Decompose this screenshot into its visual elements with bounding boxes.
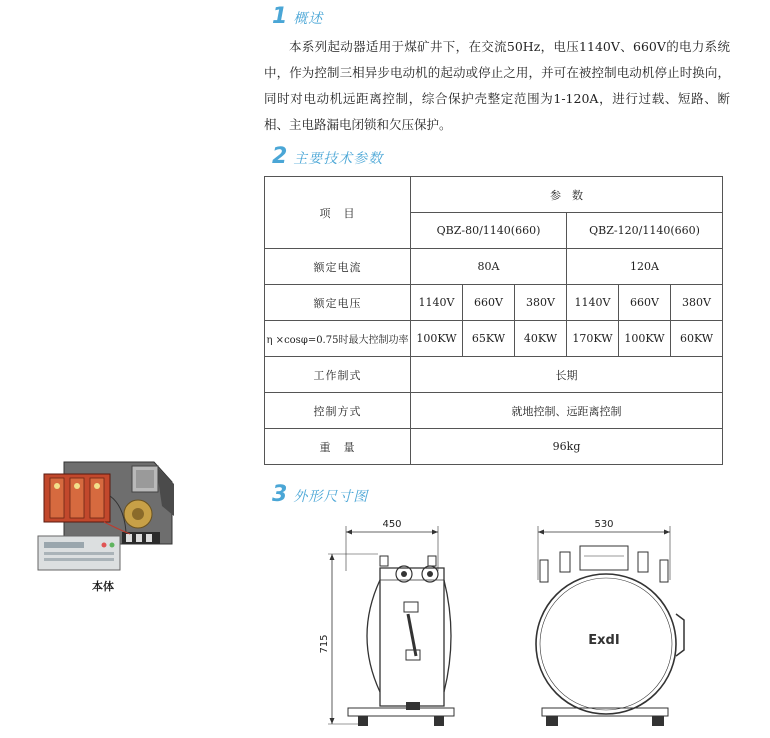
row-label: 额定电压	[265, 285, 411, 321]
table-cell: 65KW	[463, 321, 515, 357]
table-cell: 60KW	[671, 321, 723, 357]
section-number: 2	[272, 144, 288, 169]
row-label: 控制方式	[265, 393, 411, 429]
table-cell: 170KW	[567, 321, 619, 357]
param-header: 参 数	[411, 177, 723, 213]
row-label: η ×cosφ=0.75时最大控制功率	[265, 321, 411, 357]
table-row	[265, 357, 723, 393]
table-row	[265, 321, 723, 357]
row-label: 额定电流	[265, 249, 411, 285]
table-row	[265, 285, 723, 321]
overview-text: 本系列起动器适用于煤矿井下，在交流50Hz，电压1140V、660V的电力系统中，作为控制三相异步电动机的起动或停止之用，并可在被控制电动机停止时换向，同时对电动机远距离控制，综合保护壳整定范围为1-120A，进行过载、短路、断相、主电路漏电闭锁和欠压保护。	[264, 39, 730, 132]
section-1-heading	[272, 6, 323, 28]
table-cell: 380V	[515, 285, 567, 321]
row-label: 重 量	[265, 429, 411, 465]
section-number: 3	[272, 482, 288, 507]
nameplate-text: ExdI	[588, 633, 620, 648]
row-label: 工作制式	[265, 357, 411, 393]
table-row	[265, 177, 723, 213]
section-title: 概述	[293, 11, 324, 27]
section-number: 1	[272, 4, 288, 29]
section-title: 主要技术参数	[293, 151, 384, 167]
section-3-heading	[272, 484, 368, 506]
table-cell: 380V	[671, 285, 723, 321]
section-title: 外形尺寸图	[293, 489, 369, 505]
height-label: 715	[319, 634, 330, 654]
table-cell: 长期	[411, 357, 723, 393]
table-cell: 40KW	[515, 321, 567, 357]
side-width-label: 530	[594, 519, 614, 530]
table-cell: 1140V	[411, 285, 463, 321]
side-view-drawing	[524, 516, 694, 736]
table-cell: 1140V	[567, 285, 619, 321]
item-header: 项 目	[265, 177, 411, 249]
table-row	[265, 249, 723, 285]
table-row	[265, 429, 723, 465]
model-a-header: QBZ-80/1140(660)	[411, 213, 567, 249]
front-width-label: 450	[382, 519, 402, 530]
table-cell: 96kg	[411, 429, 723, 465]
table-row	[265, 393, 723, 429]
section-2-heading	[272, 146, 383, 168]
front-view-drawing	[318, 516, 464, 736]
table-cell: 660V	[619, 285, 671, 321]
table-cell: 120A	[567, 249, 723, 285]
table-cell: 660V	[463, 285, 515, 321]
overview-paragraph	[264, 34, 730, 138]
parameters-table	[264, 176, 723, 465]
model-b-header: QBZ-120/1140(660)	[567, 213, 723, 249]
table-cell: 80A	[411, 249, 567, 285]
table-cell: 100KW	[619, 321, 671, 357]
table-cell: 就地控制、远距离控制	[411, 393, 723, 429]
table-cell: 100KW	[411, 321, 463, 357]
product-photo	[34, 456, 184, 576]
photo-caption: 本体	[92, 580, 114, 593]
